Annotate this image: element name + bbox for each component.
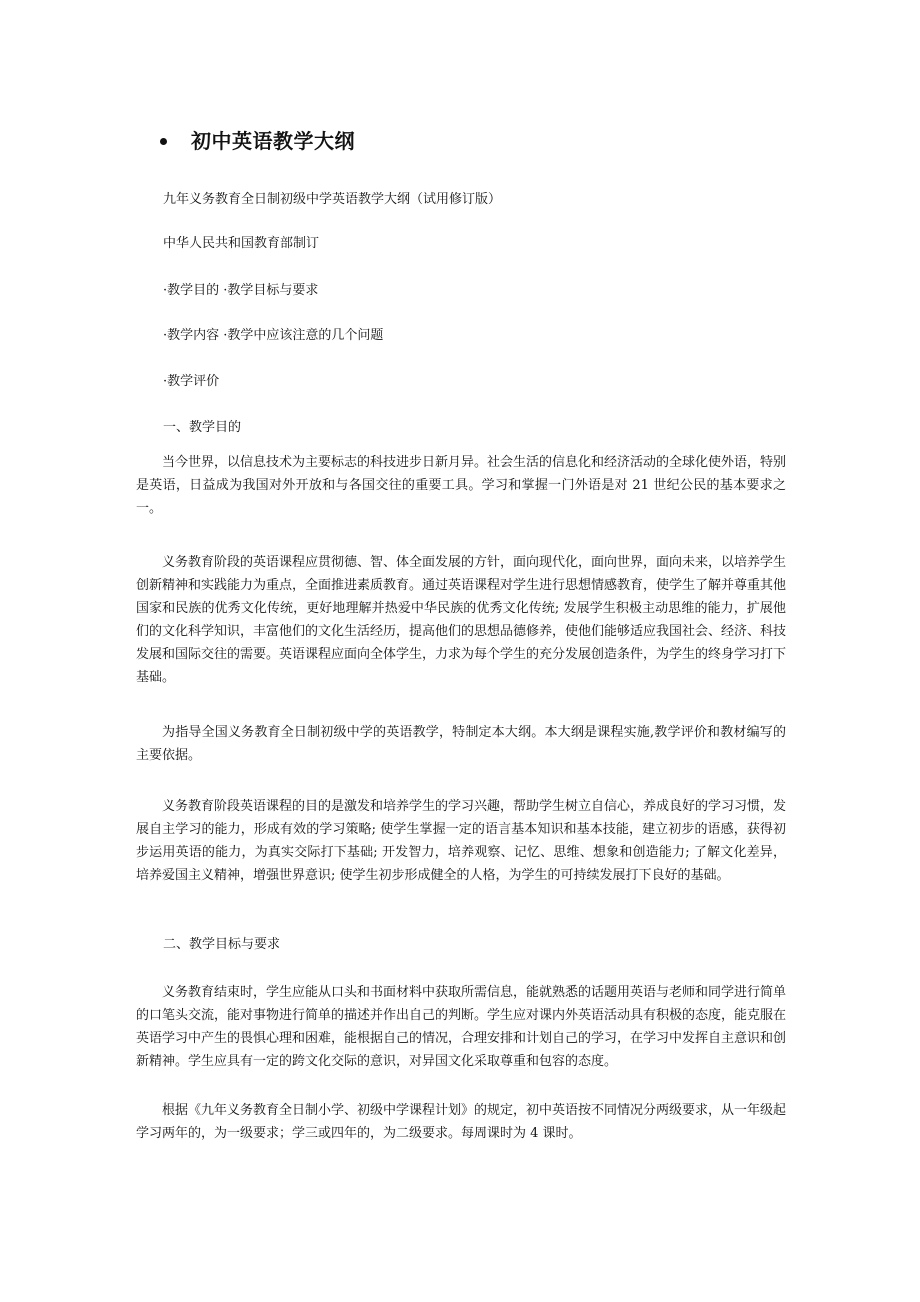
paragraph-4: 义务教育阶段英语课程的目的是激发和培养学生的学习兴趣，帮助学生树立自信心，养成良好的学习习惯，发展自主学习的能力，形成有效的学习策略; 使学生掌握一定的语言基本知识和基本技能，建立初步的语感，获得初步运用英语的能力，为真实交际打下基础; 开发智力，培养观察、记忆、思维、想象和创造能力; 了解文化差异，培养爱国主义精神，增强世界意识; 使学生初步形成健全的人格，为学生的可持续发展打下良好的基础。 <box>136 799 787 883</box>
paragraph-5: 义务教育结束时，学生应能从口头和书面材料中获取所需信息，能就熟悉的话题用英语与老师和同学进行简单的口笔头交流，能对事物进行简单的描述并作出自己的判断。学生应对课内外英语活动具有积极的态度，能克服在英语学习中产生的畏惧心理和困难，能根据自己的情况，合理安排和计划自己的学习，在学习中发挥自主意识和创新精神。学生应具有一定的跨文化交际的意识，对异国文化采取尊重和包容的态度。 <box>136 985 787 1069</box>
paragraph-2: 义务教育阶段的英语课程应贯彻德、智、体全面发展的方针，面向现代化，面向世界，面向未来，以培养学生创新精神和实践能力为重点，全面推进素质教育。通过英语课程对学生进行思想情感教育，使学生了解并尊重其他国家和民族的优秀文化传统，更好地理解并热爱中华民族的优秀文化传统; 发展学生积极主动思维的能力，扩展他们的文化科学知识，丰富他们的文化生活经历，提高他们的思想品德修养，使他们能够适应我国社会、经济、科技发展和国际交往的需要。英语课程应面向全体学生，力求为每个学生的充分发展创造条件，为学生的终身学习打下基础。 <box>136 555 787 685</box>
title-row <box>160 126 355 156</box>
paragraph-6: 根据《九年义务教育全日制小学、初级中学课程计划》的规定，初中英语按不同情况分两级要求，从一年级起学习两年的，为一级要求；学三或四年的，为二级要求。每周课时为 4 课时。 <box>136 1103 787 1141</box>
section-heading-goals: 二、教学目标与要求 <box>163 937 281 952</box>
bullet-icon <box>160 138 167 145</box>
toc-line-2: ·教学内容 ·教学中应该注意的几个问题 <box>163 328 384 343</box>
toc-line-3: ·教学评价 <box>163 374 220 389</box>
document-subtitle: 九年义务教育全日制初级中学英语教学大纲（试用修订版） <box>163 192 502 207</box>
document-title: 初中英语教学大纲 <box>191 129 355 153</box>
section-heading-objectives: 一、教学目的 <box>163 420 242 435</box>
paragraph-3: 为指导全国义务教育全日制初级中学的英语教学，特制定本大纲。本大纲是课程实施,教学评价和教材编写的主要依据。 <box>136 725 786 763</box>
paragraph-1: 当今世界，以信息技术为主要标志的科技进步日新月异。社会生活的信息化和经济活动的全球化使外语，特别是英语，日益成为我国对外开放和与各国交往的重要工具。学习和掌握一门外语是对 21 世纪公民的基本要求之一。 <box>136 455 787 516</box>
toc-line-1: ·教学目的 ·教学目标与要求 <box>163 283 319 298</box>
issuer-line: 中华人民共和国教育部制订 <box>163 236 320 251</box>
